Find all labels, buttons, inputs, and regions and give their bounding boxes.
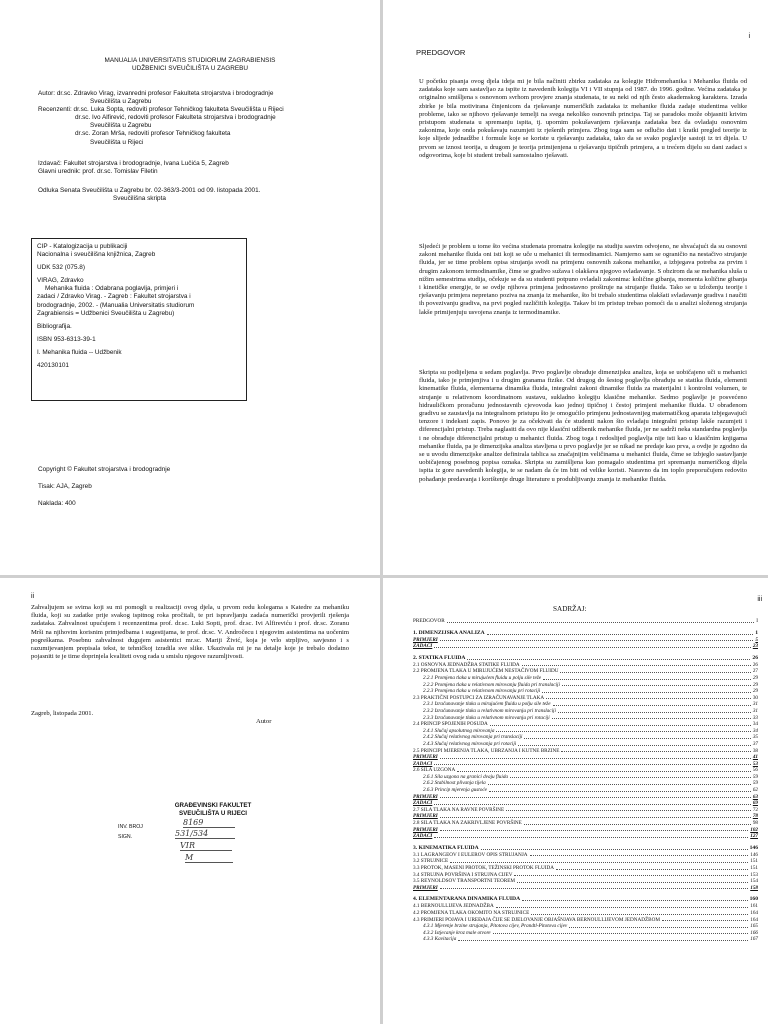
toc-leader-dots (440, 817, 751, 818)
toc-leader-dots (457, 771, 751, 772)
toc-entry-title: 2.3 PRAKTIČNI POSTUPCI ZA IZRAČUNAVANJE TLAKA (413, 694, 545, 701)
toc-leader-dots (489, 791, 751, 792)
toc-entry-page: 23 (752, 643, 758, 650)
series-title-latin: MANUALIA UNIVERSITATIS STUDIORUM ZAGRABIENSIS (104, 57, 276, 64)
toc-entry-page: 146 (749, 844, 758, 851)
toc-entry-page: 62 (752, 787, 758, 794)
toc-entry-page: 34 (752, 727, 758, 734)
toc-entry-title: PRIMJERI (413, 813, 438, 820)
toc-leader-dots (488, 784, 751, 785)
toc-entry-page: 164 (750, 909, 758, 916)
toc-entry-page: 1 (755, 629, 758, 636)
toc-entry-page: 167 (750, 936, 758, 943)
toc-entry-page: 153 (750, 871, 758, 878)
toc-entry (413, 767, 758, 774)
toc-entry (413, 858, 758, 865)
toc-entry (413, 761, 758, 768)
toc-leader-dots (447, 622, 755, 623)
credit-line: Sveučilišta u Zagrebu (90, 98, 152, 106)
toc-entry-title: 4. ELEMENTARANA DINAMIKA FLUIDA (413, 896, 521, 903)
cip-record-box (31, 238, 247, 401)
toc-entry-page: 30 (752, 694, 758, 701)
toc-entry-page: 161 (750, 903, 758, 910)
stamp-code: VIR (180, 841, 232, 851)
toc-entry (413, 780, 758, 787)
toc-entry-title: PRIMJERI (413, 826, 438, 833)
acknowledgments-page (0, 578, 380, 1024)
cip-number: 420130101 (37, 362, 69, 370)
toc-entry-title: 2.2.2 Promjena tlaka u relativnom mirovanju fluida pri translaciji (423, 681, 560, 688)
toc-entry-page: 63 (752, 793, 758, 800)
toc-entry-title: 3.4 STRUJNA POVRŠINA I STRUJNA CIJEV (413, 871, 513, 878)
toc-entry-page: 26 (752, 661, 758, 668)
library-stamp (158, 802, 268, 818)
toc-leader-dots (434, 764, 750, 765)
toc-entry (413, 618, 758, 625)
stamp-inv-number: 8169 (183, 818, 235, 828)
toc-leader-dots (496, 907, 748, 908)
toc-entry-title: 1. DIMENZIJSKA ANALIZA (413, 629, 485, 636)
toc-entry-title: PRIMJERI (413, 793, 438, 800)
credit-line: Sveučilišta u Zagrebu (90, 122, 152, 130)
toc-entry-page: 78 (752, 813, 758, 820)
toc-entry (413, 807, 758, 814)
toc-leader-dots (467, 659, 750, 660)
toc-entry-title: 2.4 PRINCIP SPOJENIH POSUDA (413, 721, 488, 728)
toc-entry (413, 715, 758, 722)
toc-leader-dots (561, 751, 750, 752)
toc-entry (413, 844, 758, 852)
toc-entry (413, 852, 758, 859)
toc-leader-dots (524, 738, 750, 739)
toc-leader-dots (450, 862, 748, 863)
imprint-page (0, 0, 380, 575)
toc-entry-page: 33 (752, 714, 758, 721)
toc-entry-page: 165 (750, 923, 758, 930)
toc-entry-page: 56 (752, 767, 758, 774)
toc-entry-page: 166 (750, 929, 758, 936)
toc-entry-title: 4.3.2 Istjecanje kroz male otvore (423, 929, 491, 936)
toc-leader-dots (546, 698, 751, 699)
credit-line: dr.sc. Zoran Mrša, redoviti profesor Tehničkog fakulteta (75, 130, 231, 138)
preface-heading: PREDGOVOR (416, 48, 466, 57)
toc-leader-dots (556, 869, 748, 870)
stamp-labels (118, 822, 143, 842)
toc-entry-page: 164 (750, 916, 758, 923)
toc-entry-page: 158 (750, 884, 758, 891)
toc-entry-title: 2.6.3 Princip mjerenja gustoće (423, 787, 487, 794)
toc-entry (413, 794, 758, 801)
toc-leader-dots (440, 830, 748, 831)
toc-entry (413, 688, 758, 695)
publisher-block (38, 160, 368, 176)
toc-leader-dots (569, 927, 748, 928)
toc-leader-dots (517, 882, 748, 883)
toc-entry-page: 29 (752, 688, 758, 695)
script-type-line: Sveučilišna skripta (113, 195, 166, 203)
toc-entry-page: 31 (752, 701, 758, 708)
toc-entry (413, 936, 758, 943)
toc-entry-title: ZADACI (413, 643, 433, 650)
toc-entry (413, 787, 758, 794)
toc-entry-page: 146 (750, 851, 758, 858)
toc-entry-title: 2.7 SILA TLAKA NA RAVNE POVRŠINE (413, 806, 505, 813)
toc-entry-title: 2.3.2 Izračunavanje tlaka u relativnom mirovanju pri translaciji (423, 707, 556, 714)
stamp-sign-label: SIGN. (118, 834, 133, 840)
toc-entry (413, 734, 758, 741)
toc-entry-page: 38 (752, 747, 758, 754)
cip-line: Mehanika fluida : Odabrana poglavlja, primjeri i (45, 285, 179, 293)
credit-line: dr.sc. Ivo Alfirević, redoviti profesor Fakulteta strojarstva i brodogradnje (75, 114, 276, 122)
toc-entry-title: 2. STATIKA FLUIDA (413, 654, 466, 661)
toc-entry (413, 637, 758, 644)
toc-entry-title: 2.6.1 Sila uzgona na granici dvaju fluida (423, 773, 509, 780)
print-run-line: Naklada: 400 (38, 500, 76, 508)
cip-subject: I. Mehanika fluida -- Udžbenik (37, 348, 122, 356)
toc-entry-page: 59 (752, 773, 758, 780)
toc-entry-page: 29 (752, 674, 758, 681)
table-of-contents (413, 618, 758, 943)
series-header (40, 57, 340, 73)
credit-line: Recenzenti: dr.sc. Luka Sopta, redoviti profesor Tehničkog fakulteta Sveučilišta u Rijeci (38, 106, 284, 114)
toc-entry-page: 34 (752, 721, 758, 728)
toc-leader-dots (493, 933, 749, 934)
toc-leader-dots (440, 758, 751, 759)
preface-paragraph: U početku pisanja ovog djela ideja mi je bila načiniti zbirku zadataka za kolegije Hidromehanika i Mehanika fluida od zadataka koje sam sastavljao za ispite iz navedenih kolegija VI i VII stupnja od 1987. do 1996. godine. Većina zadataka je originalno smišljena s osnovnom svrhom provjere znanja studenata, te su neki od njih često akademskog karaktera. Izrada zbirke je bila motivirana činjenicom da rješavanje numeričkih zadataka iz mehanike fluida zadaje studentima velike probleme, iako se njihovo rješavanje temelji na svega nekoliko osnovnih principa. Taj se paradoks može objasniti krivim pristupom studenata u spremanju ispita, tj. upornim pokušavanjem rješavanja zadataka bez da ovladaju osnovnim zakonima, koje onda pokušavaju razumjeti iz rješenih primjera. Zbog toga sam se odlučio dati i kratki pregled teorije iz koje slijede jednadžbe i formule koje se koriste u rješavanju zadataka, tako da se svako poglavlje sastoji iz tri dijela. U prvom se iznosi teorija, u drugom je teorija primijenjena u rješavanju tipičnih primjera, a u trećem dijelu su dani zadaci s odgovorima, koje bi student trebali samostalno rješavati. (419, 78, 747, 159)
toc-entry (413, 885, 758, 892)
toc-leader-dots (434, 647, 750, 648)
toc-entry-title: 2.4.1 Slučaj apsolutnog mirovanja (423, 727, 495, 734)
toc-entry-title: 4.3.1 Mjerenje brzine strujanja, Pitotova cijev, Prandtl-Pitotova cijev (423, 923, 568, 930)
toc-entry-page: I (756, 618, 758, 624)
publisher-line: Izdavač: Fakultet strojarstva i brodogradnje, Ivana Lučića 5, Zagreb (38, 160, 229, 167)
senate-decision-block (38, 187, 368, 203)
toc-entry-title: ZADACI (413, 800, 433, 807)
toc-entry-title: 3.1 LAGRANGEOV I EULEROV OPIS STRUJANJA (413, 851, 528, 858)
toc-entry-page: 98 (752, 820, 758, 827)
toc-leader-dots (562, 685, 751, 686)
toc-entry (413, 774, 758, 781)
toc-entry-title: PREDGOVOR (413, 618, 445, 624)
toc-entry-title: 3.5 REYNOLDSOV TRANSPORTNI TEOREM (413, 878, 516, 885)
toc-leader-dots (530, 855, 749, 856)
toc-entry (413, 748, 758, 755)
toc-entry-title: 2.3.3 Izračunavanje tlaka u relativnom mirovanju pri rotaciji (423, 714, 550, 721)
toc-leader-dots (543, 679, 751, 680)
toc-entry-title: 2.3.1 Izračunavanje tlaka u mirujućem fluidu u polju sile teže (423, 701, 551, 708)
toc-leader-dots (440, 640, 754, 641)
cip-line: Zagrabiensis = Udžbenici Sveučilišta u Zagrebu) (37, 309, 175, 317)
toc-leader-dots (434, 804, 750, 805)
toc-entry-title: 2.4.2 Slučaj relativnog mirovanja pri translaciji (423, 734, 523, 741)
toc-entry-page: 160 (749, 896, 758, 903)
toc-leader-dots (458, 940, 748, 941)
toc-entry-page: 69 (752, 800, 758, 807)
toc-entry-page: 35 (752, 734, 758, 741)
toc-leader-dots (662, 920, 748, 921)
toc-entry-title: 4.1 BERNOULLIJEVA JEDNADŽBA (413, 903, 494, 910)
toc-entry-title: 2.1 OSNOVNA JEDNADŽBA STATIKE FLUIDA (413, 661, 520, 668)
toc-entry (413, 721, 758, 728)
toc-entry (413, 654, 758, 662)
toc-leader-dots (434, 837, 748, 838)
credit-line: Sveučilišta u Rijeci (90, 138, 144, 146)
toc-leader-dots (542, 692, 751, 693)
stamp-university: SVEUČILIŠTA U RIJECI (178, 810, 248, 817)
toc-entry-title: 3.2 STRUJNICE (413, 858, 449, 865)
credits-block (38, 90, 368, 147)
toc-leader-dots (496, 731, 750, 732)
decision-line: Odluka Senata Sveučilišta u Zagrebu br. 02-363/3-2001 od 09. listopada 2001. (38, 187, 261, 194)
toc-entry-title: PRIMJERI (413, 754, 438, 761)
cip-bibliography: Bibliografija. (37, 322, 72, 330)
toc-leader-dots (440, 888, 748, 889)
toc-leader-dots (553, 705, 751, 706)
toc-entry (413, 827, 758, 834)
preface-paragraph: Sljedeći je problem u tome što većina studenata promatra kolegije na studiju sasvim odvojeno, ne shvaćajući da su osnovni zakoni mehanike fluida oni isti koji se uče u mehanici ili termodinamici. Namjerno sam se ograničio na nestačivo strujanje fluida, jer se time problem opisa strujanja svodi na primjenu osnovnih zakona mehanike, a izbjegava potreba za prvim i drugim zakonom termodinamike, čime se gradivo sužava i olakšava njegovo svladavanje. S obzirom da se mehanika sluša u nižim semestrima studija, očekuje se da su studenti potpuno ovladali zakonima: količine gibanja, momenta količine gibanja i kinetičke energije, te se ovdje njihova primjena jednostavno proširuje na strujanje fluida. Tako se u izloženju teorije i rješavanju primjera nepretano poziva na znanja iz mehanike, što bi trebalo studentima olakšati svladavanje gradiva i naučiti ih povezivanju gradiva, na prvi pogled različitih kolegija. Takav bi im pristup trebao pomoći da u analizi složenog strujanja lakše primijenjuju usvojena znanja iz termodinamike. (419, 243, 747, 316)
toc-entry (413, 865, 758, 872)
cip-line: CIP - Katalogizacija u publikaciji (37, 243, 128, 250)
contents-heading: SADRŽAJ: (553, 605, 587, 613)
toc-entry (413, 629, 758, 637)
toc-entry-title: 2.2.3 Promjena tlaka u relativnom mirovanju pri rotaciji (423, 688, 541, 695)
toc-leader-dots (440, 797, 751, 798)
cip-line: Nacionalna i sveučilišna knjižnica, Zagreb (37, 251, 156, 259)
toc-entry (413, 903, 758, 910)
editor-line: Glavni urednik: prof. dr.sc. Tomislav Filetin (38, 168, 158, 176)
stamp-institution: GRAĐEVINSKI FAKULTET (174, 802, 252, 809)
toc-entry-title: 2.8 SILA TLAKA NA ZAKRIVLJENE POVRŠINE (413, 820, 522, 827)
copyright-line: Copyright © Fakultet strojarstva i brodogradnje (38, 466, 171, 473)
cip-author: VIRAG, Zdravko (37, 277, 84, 285)
toc-leader-dots (490, 725, 751, 726)
stamp-inv-label: INV. BROJ (118, 824, 143, 830)
toc-entry-page: 59 (752, 780, 758, 787)
toc-entry-title: PRIMJERI (413, 884, 438, 891)
cip-line: brodogradnje, 2002. - (Manualia Universitatis studiorum (37, 301, 195, 309)
toc-entry (413, 930, 758, 937)
toc-entry-title: 2.4.3 Slučaj relativnog mirovanja pri rotaciji (423, 740, 517, 747)
toc-entry-title: 2.6 SILA UZGONA (413, 767, 456, 774)
toc-entry-title: 3.3 PROTOK, MASENI PROTOK, TEŽINSKI PROTOK FLUIDA (413, 865, 554, 871)
toc-entry (413, 741, 758, 748)
print-info-block (38, 466, 338, 508)
stamp-sign-number: 531/534 (175, 829, 235, 839)
toc-entry (413, 910, 758, 917)
toc-leader-dots (560, 672, 750, 673)
toc-entry-page: 102 (750, 826, 758, 833)
toc-entry-page: 151 (750, 858, 758, 865)
toc-entry (413, 820, 758, 827)
toc-leader-dots (514, 875, 748, 876)
toc-entry (413, 754, 758, 761)
page-number: i (748, 33, 750, 40)
toc-leader-dots (510, 777, 751, 778)
place-date: Zagreb, listopada 2001. (31, 710, 94, 717)
toc-leader-dots (487, 634, 754, 635)
toc-entry-page: 154 (750, 878, 758, 885)
series-title-croatian: UDŽBENICI SVEUČILIŠTA U ZAGREBU (132, 65, 248, 73)
toc-entry-page: 29 (752, 681, 758, 688)
toc-entry-title: 4.3.3 Kavitacija (423, 936, 457, 943)
cip-udk: UDK 532 (075.8) (37, 264, 85, 272)
toc-entry-page: 26 (752, 654, 758, 661)
toc-entry-title: ZADACI (413, 760, 433, 767)
toc-entry (413, 800, 758, 807)
toc-leader-dots (552, 718, 751, 719)
toc-entry (413, 668, 758, 675)
acknowledgment-paragraph: Zahvaljujem se svima koji su mi pomogli u realizaciji ovog djela, u prvom redu kolegama s Katedre za mehaniku fluida, koji su zadatke prije svakog ispitnog roka pročitali, te pri ispravljanju zadaća numerički provjerili rješenja zadataka. Zahvalnost upućujem i recenzentima prof. dr.sc. Luki Sopti, prof. dr.sc. Ivi Alfireviću i prof. dr.sc. Zoranu Mrši na njihovim korisnim primjedbama i sugestijama, te prof. dr.sc. V. Andročecu i njegovim asistentima na uočenim pogreškama. Posebnu zahvalnost dugujem asistentici mr.sc. Mariji Živić, koja je vrlo strpljivo, savjesno i s razumijevanjem prepisala tekst, te tehničkoj izradila sve slike. Ukazivala mi je na detalje koje je trebalo dodatno pojasniti te je time doprinjela kvaliteti ovog rada u smislu njegove razumljivosti. (31, 604, 349, 661)
credit-line: Autor: dr.sc. Zdravko Virag, izvanredni profesor Fakulteta strojarstva i brodogradnje (38, 90, 274, 97)
toc-entry-title: 4.2 PROMJENA TLAKA OKOMITO NA STRUJNICE (413, 909, 530, 916)
page-number: iii (757, 596, 762, 603)
toc-leader-dots (558, 712, 751, 713)
toc-leader-dots (518, 745, 751, 746)
toc-entry-page: 37 (752, 740, 758, 747)
toc-leader-dots (506, 810, 751, 811)
preface-paragraph: Skripta su podijeljena u sedam poglavlja. Prvo poglavlje obrađuje dimenzijsku analizu, koja se uobičajeno uči u mehanici fluida, iako je primjenjiva i u drugim granama fizike. Od drugog do šestog poglavlja obrađuju se statika fluida, elementi kinematike fluida, elementarna dinamika fluida, integralni zakoni dinamike fluida za materijalni i kontrolni volumen, te strujanje u relativnom koordinatnom sustavu, sukladno kolegiju klasične mehanike. Sedmo poglavlje je posvećeno hidrauličkom proračunu jednostavnih cjevovoda kao jednoj tipičnoj i čestoj primjeni mehanike fluida. U obrađenom gradivu se zaustavlja na integralnom pristupu što je omogućilo primjenu jednostavnijeg matematičkog aparata izbjegavajući tenzore i indeksni zapis. Ponovo je za očekivati da će studenti nakon što svladaju integralni pristup lakše razumjeti i diferencijalni pristup. Treba naglasiti da ovo nije klasični udžbenik mehanike fluida, jer ne sadrži neka standardna poglavlja i ne obrađuje diferencijalni pristup u mehanici fluida. Zbog toga i redoslijed poglavlja nije isti kao u klasičnim knjigama mehanike fluida, pa je dimenzijska analiza stavljena u prvo poglavlje jer se nikad ne predaje kao prva, a ovdje je zgodno da se u uvodu dimenzijske analize definirala tablica sa značajnijim veličinama u mehanici fluida, čime se izbjeglo sastavljanje uobičajenog posebnog popisa oznaka. Skripta su zamišljena kao pomagalo studentima pri spremanju numeričkog dijela ispita iz gore navedenih kolegija, te se nadam da će im biti od velike koristi. Naravno da im toplo preporučujem redovito pohađanje predavanja i korištenje druge literature u produbljivanju znanja iz mehanike fluida. (419, 369, 747, 483)
toc-entry (413, 833, 758, 840)
toc-entry-title: 2.5 PRINCIPI MJERENJA TLAKA, UBRZANJA I KUTNE BRZINE (413, 747, 560, 754)
toc-entry-page: 53 (752, 760, 758, 767)
toc-entry-title: PRIMJERI (413, 636, 438, 643)
toc-entry-page: 41 (752, 754, 758, 761)
toc-entry-page: 127 (750, 833, 758, 840)
toc-entry (413, 675, 758, 682)
toc-entry-title: 4.3 PRIMJERI POJAVA I UREĐAJA ČIJE SE DJELOVANJE OBJAŠNJAVA BERNOULLIJEVOM JEDNADŽBOM (413, 916, 660, 923)
toc-entry (413, 708, 758, 715)
contents-page (383, 578, 768, 1024)
toc-entry (413, 701, 758, 708)
cip-isbn: ISBN 953-6313-39-1 (37, 335, 96, 343)
page-number: ii (31, 593, 35, 600)
toc-entry-title: 2.2 PROMJENA TLAKA U MIRUJUĆEM NESTAČIVOM FLUIDU (413, 668, 559, 675)
toc-entry (413, 923, 758, 930)
toc-entry-title: ZADACI (413, 833, 433, 840)
toc-entry (413, 878, 758, 885)
toc-leader-dots (531, 914, 748, 915)
toc-leader-dots (481, 849, 748, 850)
printer-line: Tisak: AJA, Zagreb (38, 483, 92, 491)
toc-leader-dots (522, 900, 747, 901)
toc-leader-dots (522, 665, 751, 666)
toc-entry (413, 682, 758, 689)
toc-entry (413, 643, 758, 650)
toc-leader-dots (524, 824, 751, 825)
toc-entry-page: 5 (755, 636, 758, 643)
stamp-initial: M (185, 853, 233, 863)
toc-entry-page: 31 (752, 707, 758, 714)
toc-entry (413, 872, 758, 879)
cip-line: zadaci / Zdravko Virag. - Zagreb : Fakultet strojarstva i (37, 293, 191, 301)
toc-entry-title: 2.2.1 Promjena tlaka u mirujućem fluidu u polju sile teže (423, 674, 542, 681)
toc-entry-title: 2.6.2 Stabilnost plivanja tijela (423, 780, 486, 787)
author-signature: Autor (256, 718, 272, 725)
toc-entry-page: 151 (750, 865, 758, 871)
toc-entry-title: 3. KINEMATIKA FLUIDA (413, 844, 479, 851)
toc-entry-page: 72 (752, 806, 758, 813)
toc-entry-page: 27 (752, 668, 758, 675)
preface-page (383, 0, 768, 575)
